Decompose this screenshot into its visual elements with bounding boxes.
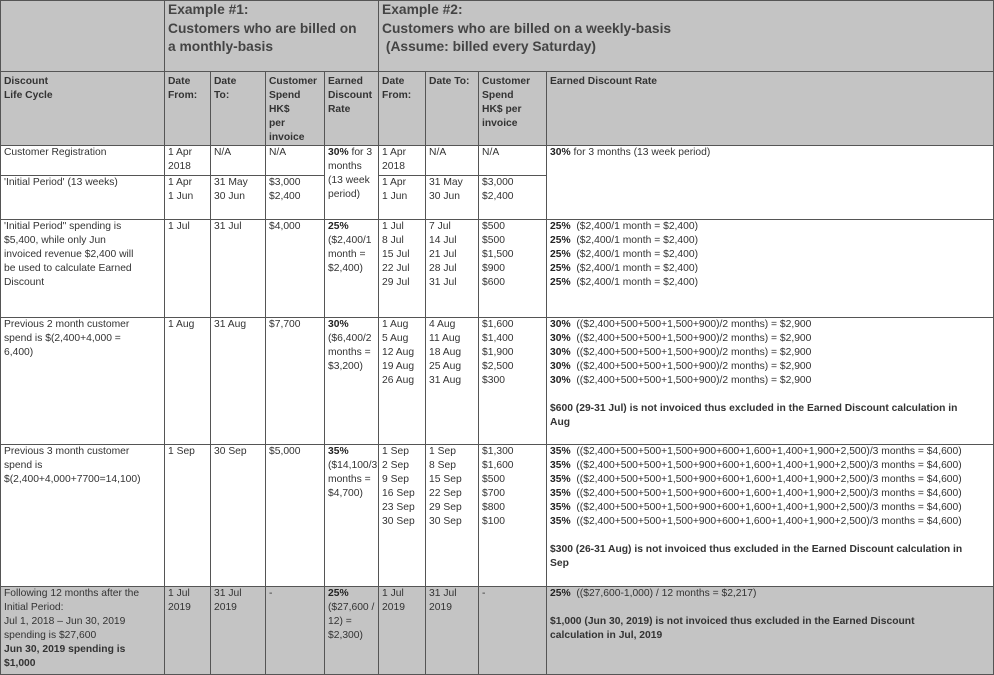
date-to-line-2: 2019 xyxy=(214,602,237,613)
rate-line-1: ($6,400/2 xyxy=(328,333,372,344)
header-weekly-spend-line-4: invoice xyxy=(482,118,518,129)
table-row-august xyxy=(1,318,994,445)
cell-lifecycle xyxy=(1,587,165,675)
cell-rate xyxy=(325,445,379,587)
header-rate-line-1: Earned xyxy=(328,76,363,87)
cell-date-from xyxy=(165,587,211,675)
cell-weekly-rate xyxy=(547,318,994,445)
cell-rate xyxy=(325,146,379,220)
cell-weekly-spend xyxy=(479,587,547,675)
weekly-spend-line-5: $300 xyxy=(482,375,505,386)
cell-weekly-date-from xyxy=(379,318,426,445)
header-weekly-spend-line-1: Customer xyxy=(482,76,531,87)
weekly-rate-text-2: ($2,400/1 month = $2,400) xyxy=(570,235,699,246)
weekly-date-to-text: N/A xyxy=(429,147,447,158)
weekly-date-to-line-1: 7 Jul xyxy=(429,221,451,232)
weekly-spend-line-4: $700 xyxy=(482,488,505,499)
weekly-spend-line-6: $100 xyxy=(482,516,505,527)
note-line-1: $300 (26-31 Aug) is not invoiced thus excluded in the Earned Discount calculation in xyxy=(550,544,963,555)
cell-weekly-date-to xyxy=(426,318,479,445)
weekly-rate-percent-2: 30% xyxy=(550,333,571,344)
weekly-rate-percent-3: 30% xyxy=(550,347,571,358)
weekly-spend-text: N/A xyxy=(482,147,500,158)
header-rate-line-3: Rate xyxy=(328,104,351,115)
date-from-line-1: 1 Apr xyxy=(168,177,193,188)
weekly-date-to-line-2: 30 Jun xyxy=(429,191,460,202)
weekly-spend-line-5: $600 xyxy=(482,277,505,288)
weekly-date-to-line-1: 31 May xyxy=(429,177,463,188)
table-row-september xyxy=(1,445,994,587)
date-to-line-1: 31 Jul xyxy=(214,588,242,599)
weekly-date-from-line-5: 23 Sep xyxy=(382,502,415,513)
weekly-date-from-line-1: 1 Sep xyxy=(382,446,409,457)
rate-percent: 25% xyxy=(328,588,349,599)
header-spend-line-3: per invoice xyxy=(269,118,305,143)
date-from-text: 1 Sep xyxy=(168,446,195,457)
cell-date-from xyxy=(165,176,211,220)
lifecycle-text: Customer Registration xyxy=(4,147,107,158)
lifecycle-line-1: 'Initial Period" spending is xyxy=(4,221,122,232)
spacer xyxy=(550,601,990,615)
header-date-from xyxy=(165,72,211,146)
rate-line-1: ($14,100/3 xyxy=(328,460,378,471)
weekly-rate-percent-1: 35% xyxy=(550,446,571,457)
lifecycle-line-5: Discount xyxy=(4,277,45,288)
rate-percent: 30% xyxy=(328,147,349,158)
weekly-date-to-line-2: 11 Aug xyxy=(429,333,461,344)
weekly-rate-percent-6: 35% xyxy=(550,516,571,527)
cell-lifecycle xyxy=(1,445,165,587)
cell-date-from xyxy=(165,146,211,176)
weekly-spend-line-2: $1,600 xyxy=(482,460,514,471)
date-to-text: 31 Aug xyxy=(214,319,247,330)
date-from-line-2: 2019 xyxy=(168,602,191,613)
weekly-spend-line-2: $2,400 xyxy=(482,191,514,202)
spend-text: N/A xyxy=(269,147,287,158)
cell-weekly-date-to xyxy=(426,176,479,220)
weekly-rate-percent-4: 35% xyxy=(550,488,571,499)
weekly-rate-percent-4: 30% xyxy=(550,361,571,372)
weekly-rate-text-4: (($2,400+500+500+1,500+900+600+1,600+1,400+1,900+2,500)/3 months = $4,600) xyxy=(570,488,962,499)
header-weekly-date-to-label: Date To: xyxy=(429,76,470,87)
cell-spend xyxy=(266,220,325,318)
weekly-date-from-line-1: 1 Aug xyxy=(382,319,409,330)
weekly-rate-percent-5: 35% xyxy=(550,502,571,513)
weekly-rate-percent-5: 30% xyxy=(550,375,571,386)
example-2-title: Example #2: xyxy=(382,2,463,17)
date-to-line-2: 30 Jun xyxy=(214,191,245,202)
lifecycle-line-3: 6,400) xyxy=(4,347,34,358)
weekly-spend-line-3: $1,900 xyxy=(482,347,514,358)
date-to-text: 31 Jul xyxy=(214,221,242,232)
date-from-text: 1 Jul xyxy=(168,221,190,232)
lifecycle-line-4: be used to calculate Earned xyxy=(4,263,132,274)
spacer xyxy=(550,529,990,543)
weekly-spend-line-5: $800 xyxy=(482,502,505,513)
rate-line-2: month = xyxy=(328,249,366,260)
cell-weekly-date-from xyxy=(379,176,426,220)
rate-line-3: $3,200) xyxy=(328,361,363,372)
weekly-date-to-line-1: 31 Jul xyxy=(429,588,457,599)
weekly-spend-line-2: $500 xyxy=(482,235,505,246)
weekly-date-to-line-3: 21 Jul xyxy=(429,249,457,260)
weekly-spend-line-1: $1,600 xyxy=(482,319,514,330)
header-rate-line-2: Discount xyxy=(328,90,373,101)
weekly-date-to-line-3: 18 Aug xyxy=(429,347,462,358)
cell-weekly-spend xyxy=(479,220,547,318)
lifecycle-line-2: $5,400, while only Jun xyxy=(4,235,106,246)
header-date-from-line-2: From: xyxy=(168,90,198,101)
example-2-header xyxy=(379,1,994,72)
weekly-rate-text-1: ($2,400/1 month = $2,400) xyxy=(570,221,699,232)
weekly-date-to-line-3: 15 Sep xyxy=(429,474,462,485)
lifecycle-text: 'Initial Period' (13 weeks) xyxy=(4,177,118,188)
weekly-date-from-line-3: 12 Aug xyxy=(382,347,415,358)
cell-date-from xyxy=(165,318,211,445)
cell-date-from xyxy=(165,220,211,318)
lifecycle-bold-line-1: Jun 30, 2019 spending is xyxy=(4,644,126,655)
cell-weekly-date-from xyxy=(379,220,426,318)
header-spend-line-2: Spend HK$ xyxy=(269,90,301,115)
weekly-rate-percent-2: 25% xyxy=(550,235,571,246)
cell-rate xyxy=(325,220,379,318)
rate-line-3: (13 week xyxy=(328,175,370,186)
example-2-subtitle-line-2: (Assume: billed every Saturday) xyxy=(382,39,596,54)
cell-weekly-rate xyxy=(547,146,994,220)
header-weekly-spend-line-2: Spend xyxy=(482,90,514,101)
example-1-title: Example #1: xyxy=(168,2,249,17)
weekly-spend-line-1: $3,000 xyxy=(482,177,514,188)
weekly-rate-text-1: (($2,400+500+500+1,500+900)/2 months) = $2,900 xyxy=(570,319,812,330)
rate-line-2: months = xyxy=(328,347,371,358)
weekly-date-to-line-5: 31 Aug xyxy=(429,375,462,386)
rate-line-4: period) xyxy=(328,189,361,200)
weekly-date-from-line-1: 1 Apr xyxy=(382,147,407,158)
table-row-july xyxy=(1,220,994,318)
header-lifecycle-line-1: Discount xyxy=(4,76,49,87)
lifecycle-bold-line-2: $1,000 xyxy=(4,658,36,669)
rate-line-1: for 3 xyxy=(348,147,373,158)
cell-lifecycle xyxy=(1,318,165,445)
table-row-following-12-months xyxy=(1,587,994,675)
header-date-to xyxy=(211,72,266,146)
weekly-date-to-line-6: 30 Sep xyxy=(429,516,462,527)
rate-line-1: ($27,600 / xyxy=(328,602,375,613)
weekly-date-to-line-2: 8 Sep xyxy=(429,460,456,471)
lifecycle-line-2: Initial Period: xyxy=(4,602,64,613)
cell-rate xyxy=(325,318,379,445)
header-weekly-date-to xyxy=(426,72,479,146)
header-weekly-earned-discount-rate xyxy=(547,72,994,146)
note-line-2: calculation in Jul, 2019 xyxy=(550,630,663,641)
weekly-date-from-line-2: 2018 xyxy=(382,161,405,172)
header-weekly-date-from xyxy=(379,72,426,146)
lifecycle-line-1: Previous 3 month customer xyxy=(4,446,130,457)
weekly-date-from-line-2: 2019 xyxy=(382,602,405,613)
weekly-rate-text-2: (($2,400+500+500+1,500+900)/2 months) = $2,900 xyxy=(570,333,812,344)
lifecycle-line-2: spend is xyxy=(4,460,43,471)
spend-line-1: $3,000 xyxy=(269,177,301,188)
weekly-rate-text-4: ($2,400/1 month = $2,400) xyxy=(570,263,699,274)
lifecycle-line-3: invoiced revenue $2,400 will xyxy=(4,249,134,260)
cell-weekly-date-to xyxy=(426,445,479,587)
weekly-rate-text-2: (($2,400+500+500+1,500+900+600+1,600+1,400+1,900+2,500)/3 months = $4,600) xyxy=(570,460,962,471)
cell-date-to xyxy=(211,445,266,587)
cell-weekly-date-from xyxy=(379,587,426,675)
weekly-date-from-line-1: 1 Jul xyxy=(382,221,404,232)
date-from-line-2: 2018 xyxy=(168,161,191,172)
weekly-date-from-line-1: 1 Apr xyxy=(382,177,407,188)
weekly-rate-percent-3: 35% xyxy=(550,474,571,485)
weekly-rate-percent-1: 25% xyxy=(550,221,571,232)
weekly-rate-percent-4: 25% xyxy=(550,263,571,274)
cell-spend xyxy=(266,587,325,675)
cell-spend xyxy=(266,318,325,445)
weekly-date-to-line-2: 2019 xyxy=(429,602,452,613)
weekly-rate-percent-1: 30% xyxy=(550,319,571,330)
weekly-date-to-line-5: 31 Jul xyxy=(429,277,457,288)
cell-spend xyxy=(266,176,325,220)
weekly-rate-percent-3: 25% xyxy=(550,249,571,260)
weekly-date-from-line-2: 1 Jun xyxy=(382,191,408,202)
cell-weekly-rate xyxy=(547,220,994,318)
spend-text: $7,700 xyxy=(269,319,301,330)
lifecycle-line-2: spend is $(2,400+4,000 = xyxy=(4,333,121,344)
cell-date-to xyxy=(211,587,266,675)
cell-date-from xyxy=(165,445,211,587)
weekly-date-from-line-2: 5 Aug xyxy=(382,333,409,344)
weekly-rate-text-5: (($2,400+500+500+1,500+900)/2 months) = $2,900 xyxy=(570,375,812,386)
cell-lifecycle xyxy=(1,220,165,318)
weekly-date-to-line-4: 28 Jul xyxy=(429,263,457,274)
cell-spend xyxy=(266,445,325,587)
rate-line-2: months xyxy=(328,161,362,172)
weekly-date-from-line-4: 19 Aug xyxy=(382,361,415,372)
date-to-line-1: 31 May xyxy=(214,177,248,188)
weekly-date-from-line-5: 29 Jul xyxy=(382,277,410,288)
weekly-date-to-line-1: 4 Aug xyxy=(429,319,456,330)
weekly-date-from-line-2: 2 Sep xyxy=(382,460,409,471)
weekly-date-from-line-3: 9 Sep xyxy=(382,474,409,485)
cell-weekly-spend xyxy=(479,176,547,220)
spend-text: - xyxy=(269,588,273,599)
cell-weekly-spend xyxy=(479,445,547,587)
column-header-row xyxy=(1,72,994,146)
rate-line-3: $4,700) xyxy=(328,488,363,499)
cell-date-to xyxy=(211,220,266,318)
example-1-header xyxy=(165,1,379,72)
spend-line-2: $2,400 xyxy=(269,191,301,202)
note-line-1: $1,000 (Jun 30, 2019) is not invoiced thus excluded in the Earned Discount xyxy=(550,616,915,627)
weekly-spend-line-4: $900 xyxy=(482,263,505,274)
weekly-rate-text-1: (($2,400+500+500+1,500+900+600+1,600+1,400+1,900+2,500)/3 months = $4,600) xyxy=(570,446,962,457)
table-row-registration xyxy=(1,146,994,176)
header-customer-spend xyxy=(266,72,325,146)
cell-weekly-date-to xyxy=(426,587,479,675)
weekly-rate-percent-2: 35% xyxy=(550,460,571,471)
rate-percent: 35% xyxy=(328,446,349,457)
lifecycle-line-1: Previous 2 month customer xyxy=(4,319,130,330)
weekly-rate-percent: 25% xyxy=(550,588,571,599)
weekly-spend-line-1: $500 xyxy=(482,221,505,232)
header-weekly-rate-label: Earned Discount Rate xyxy=(550,76,658,87)
weekly-rate-percent-5: 25% xyxy=(550,277,571,288)
lifecycle-line-3: Jul 1, 2018 – Jun 30, 2019 xyxy=(4,616,126,627)
note-line-2: Aug xyxy=(550,417,571,428)
weekly-spend-line-2: $1,400 xyxy=(482,333,514,344)
rate-percent: 25% xyxy=(328,221,349,232)
date-to-text: 30 Sep xyxy=(214,446,247,457)
header-date-from-line-1: Date xyxy=(168,76,191,87)
weekly-spend-line-3: $500 xyxy=(482,474,505,485)
date-to-text: N/A xyxy=(214,147,232,158)
cell-weekly-spend xyxy=(479,146,547,176)
weekly-rate-text-5: ($2,400/1 month = $2,400) xyxy=(570,277,699,288)
cell-weekly-spend xyxy=(479,318,547,445)
weekly-date-from-line-3: 15 Jul xyxy=(382,249,410,260)
header-weekly-spend-line-3: HK$ per xyxy=(482,104,522,115)
cell-weekly-date-to xyxy=(426,146,479,176)
weekly-date-from-line-5: 26 Aug xyxy=(382,375,415,386)
weekly-rate-text: for 3 months (13 week period) xyxy=(570,147,711,158)
weekly-date-to-line-4: 25 Aug xyxy=(429,361,462,372)
header-weekly-customer-spend xyxy=(479,72,547,146)
weekly-spend-line-4: $2,500 xyxy=(482,361,514,372)
date-from-text: 1 Aug xyxy=(168,319,195,330)
cell-weekly-date-from xyxy=(379,445,426,587)
weekly-rate-text-3: (($2,400+500+500+1,500+900+600+1,600+1,400+1,900+2,500)/3 months = $4,600) xyxy=(570,474,962,485)
header-spend-line-1: Customer xyxy=(269,76,318,87)
cell-date-to xyxy=(211,146,266,176)
rate-line-2: 12) = xyxy=(328,616,352,627)
rate-line-3: $2,400) xyxy=(328,263,363,274)
weekly-spend-line-1: $1,300 xyxy=(482,446,514,457)
weekly-rate-percent: 30% xyxy=(550,147,571,158)
cell-lifecycle xyxy=(1,146,165,176)
weekly-rate-text-6: (($2,400+500+500+1,500+900+600+1,600+1,400+1,900+2,500)/3 months = $4,600) xyxy=(570,516,962,527)
weekly-date-from-line-6: 30 Sep xyxy=(382,516,415,527)
spend-text: $5,000 xyxy=(269,446,301,457)
example-1-subtitle-line-2: a monthly-basis xyxy=(168,39,274,54)
cell-spend xyxy=(266,146,325,176)
weekly-rate-text-4: (($2,400+500+500+1,500+900)/2 months) = $2,900 xyxy=(570,361,812,372)
weekly-date-from-line-4: 16 Sep xyxy=(382,488,415,499)
weekly-date-to-line-5: 29 Sep xyxy=(429,502,462,513)
example-1-subtitle-line-1: Customers who are billed on xyxy=(168,20,357,36)
header-weekly-date-from-line-2: From: xyxy=(382,90,412,101)
weekly-date-from-line-2: 8 Jul xyxy=(382,235,404,246)
example-2-subtitle-line-1: Customers who are billed on a weekly-basis xyxy=(382,20,672,36)
cell-weekly-date-from xyxy=(379,146,426,176)
rate-line-2: months = xyxy=(328,474,371,485)
weekly-rate-text-5: (($2,400+500+500+1,500+900+600+1,600+1,400+1,900+2,500)/3 months = $4,600) xyxy=(570,502,962,513)
weekly-rate-text: (($27,600-1,000) / 12 months = $2,217) xyxy=(570,588,757,599)
lifecycle-line-3: $(2,400+4,000+7700=14,100) xyxy=(4,474,141,485)
rate-percent: 30% xyxy=(328,319,349,330)
header-earned-discount-rate xyxy=(325,72,379,146)
weekly-spend-line-3: $1,500 xyxy=(482,249,514,260)
header-lifecycle-line-2: Life Cycle xyxy=(4,90,53,101)
weekly-rate-text-3: (($2,400+500+500+1,500+900)/2 months) = $2,900 xyxy=(570,347,812,358)
cell-date-to xyxy=(211,318,266,445)
cell-weekly-rate xyxy=(547,587,994,675)
header-date-to-line-1: Date xyxy=(214,76,237,87)
lifecycle-line-1: Following 12 months after the xyxy=(4,588,140,599)
header-date-to-line-2: To: xyxy=(214,90,230,101)
weekly-date-to-line-2: 14 Jul xyxy=(429,235,457,246)
cell-lifecycle xyxy=(1,176,165,220)
lifecycle-line-4: spending is $27,600 xyxy=(4,630,97,641)
corner-cell xyxy=(1,1,165,72)
date-from-line-1: 1 Jul xyxy=(168,588,190,599)
header-lifecycle xyxy=(1,72,165,146)
weekly-spend-text: - xyxy=(482,588,486,599)
spacer xyxy=(550,388,990,402)
date-from-line-2: 1 Jun xyxy=(168,191,194,202)
weekly-date-from-line-1: 1 Jul xyxy=(382,588,404,599)
weekly-rate-text-3: ($2,400/1 month = $2,400) xyxy=(570,249,699,260)
note-line-1: $600 (29-31 Jul) is not invoiced thus excluded in the Earned Discount calculation in xyxy=(550,403,958,414)
weekly-date-to-line-1: 1 Sep xyxy=(429,446,456,457)
spend-text: $4,000 xyxy=(269,221,301,232)
cell-date-to xyxy=(211,176,266,220)
note-line-2: Sep xyxy=(550,558,569,569)
rate-line-1: ($2,400/1 xyxy=(328,235,372,246)
cell-weekly-rate xyxy=(547,445,994,587)
date-from-line-1: 1 Apr xyxy=(168,147,193,158)
weekly-date-to-line-4: 22 Sep xyxy=(429,488,462,499)
rate-line-3: $2,300) xyxy=(328,630,363,641)
header-weekly-date-from-line-1: Date xyxy=(382,76,405,87)
weekly-date-from-line-4: 22 Jul xyxy=(382,263,410,274)
cell-weekly-date-to xyxy=(426,220,479,318)
cell-rate xyxy=(325,587,379,675)
